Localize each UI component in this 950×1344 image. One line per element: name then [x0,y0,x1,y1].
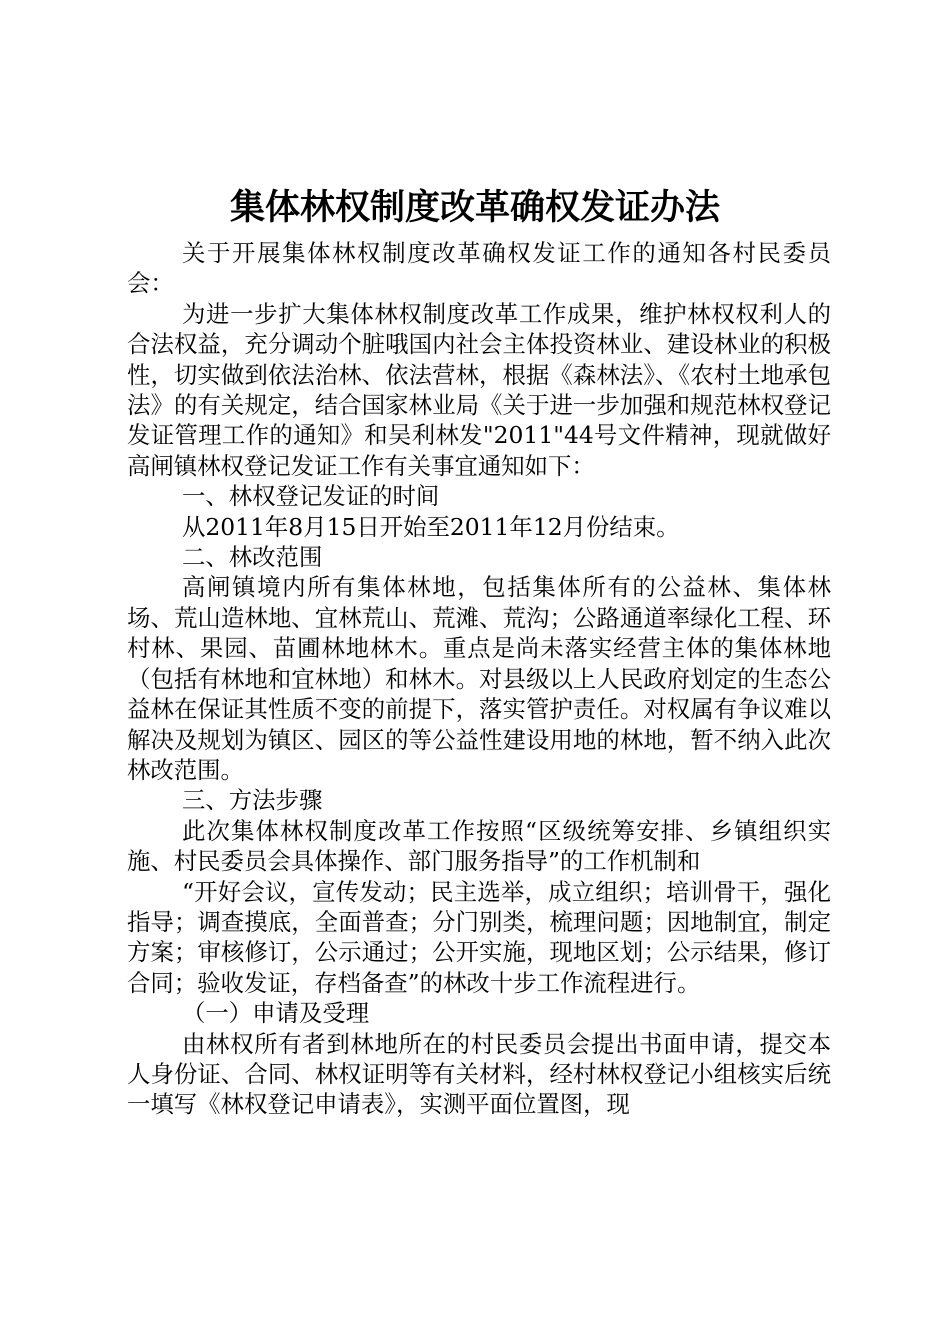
section-heading-time: 一、林权登记发证的时间 [182,482,440,511]
paragraph-method: 此次集体林权制度改革工作按照“区级统筹安排、乡镇组织实施、村民委员会具体操作、部门服务指导”的工作机制和 [127,816,831,876]
document-body [127,238,831,1120]
subsection-heading-application: （一）申请及受理 [182,999,370,1028]
paragraph-scope: 高闸镇境内所有集体林地，包括集体所有的公益林、集体林场、荒山造林地、宜林荒山、荒滩、荒沟；公路通道率绿化工程、环村林、果园、苗圃林地林木。重点是尚未落实经营主体的集体林地（包括有林地和宜林地）和林木。对县级以上人民政府划定的生态公益林在保证其性质不变的前提下，落实管护责任。对权属有争议难以解决及规划为镇区、园区的等公益性建设用地的林地，暂不纳入此次林改范围。 [127,573,831,784]
paragraph-notice-heading: 关于开展集体林权制度改革确权发证工作的通知各村民委员会： [127,239,831,298]
paragraph-purpose: 为进一步扩大集体林权制度改革工作成果，维护林权权利人的合法权益，充分调动个脏哦国内社会主体投资林业、建设林业的积极性，切实做到依法治林、依法营林，根据《森林法》、《农村土地承包法》的有关规定，结合国家林业局《关于进一步加强和规范林权登记发证管理工作的通知》和吴利林发"2011"44号文件精神，现就做好高闸镇林权登记发证工作有关事宜通知如下： [127,299,831,480]
section-heading-method: 三、方法步骤 [182,786,323,815]
paragraph-application: 由林权所有者到林地所在的村民委员会提出书面申请，提交本人身份证、合同、林权证明等有关材料，经村林权登记小组核实后统一填写《林权登记申请表》，实测平面位置图，现 [127,1029,831,1119]
paragraph-workflow: “开好会议，宣传发动；民主选举，成立组织；培训骨干，强化指导；调查摸底，全面普查；分门别类，梳理问题；因地制宜，制定方案；审核修订，公示通过；公开实施，现地区划；公示结果，修订合同；验收发证，存档备查”的林改十步工作流程进行。 [127,877,831,997]
section-heading-scope: 二、林改范围 [182,543,323,572]
paragraph-time: 从2011年8月15日开始至2011年12月份结束。 [182,512,680,541]
document-title: 集体林权制度改革确权发证办法 [229,188,720,228]
